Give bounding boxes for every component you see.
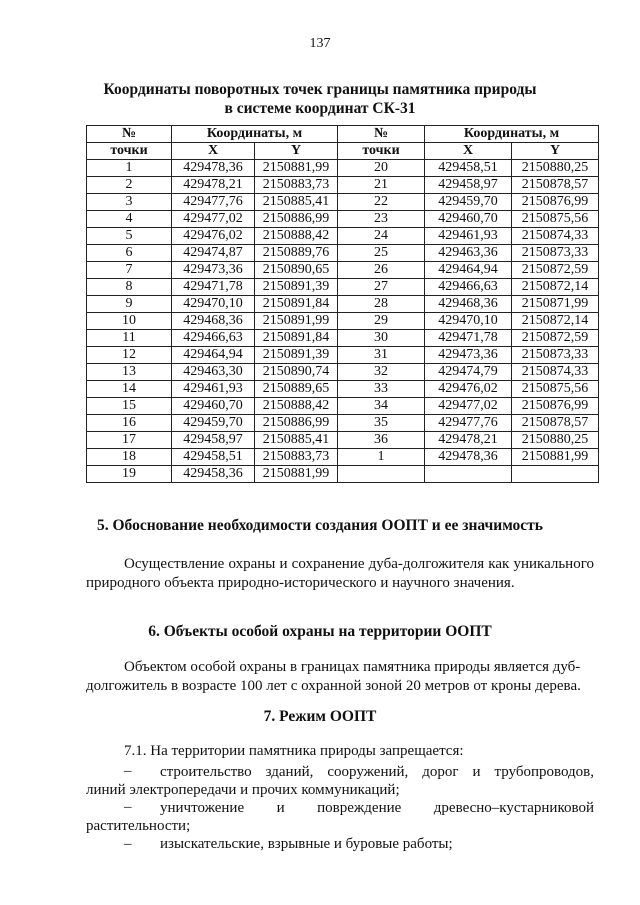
header-coords-left: Координаты, м: [172, 126, 338, 143]
x-coordinate-cell: 429476,02: [172, 228, 255, 245]
list-item-1-line-1: строительство зданий, сооружений, дорог и трубопроводов,: [160, 764, 594, 780]
table-row: [87, 364, 599, 381]
point-number-cell: 18: [87, 449, 172, 466]
point-number-cell: 11: [87, 330, 172, 347]
x-coordinate-cell: 429473,36: [425, 347, 512, 364]
y-coordinate-cell: 2150891,99: [255, 313, 338, 330]
x-coordinate-cell: 429458,51: [425, 160, 512, 177]
point-number-cell: 31: [338, 347, 425, 364]
point-number-cell: 14: [87, 381, 172, 398]
title-line-1: Координаты поворотных точек границы памятника природы: [103, 81, 537, 98]
header-points-left: точки: [87, 143, 172, 160]
point-number-cell: 3: [87, 194, 172, 211]
section-6-line-2: долгожитель в возрасте 100 лет с охранной зоной 20 метров от кроны дерева.: [86, 678, 581, 694]
x-coordinate-cell: 429477,76: [172, 194, 255, 211]
table-row: [87, 262, 599, 279]
list-item-1-line-2: линий электропередачи и прочих коммуникаций;: [86, 782, 400, 798]
table-row: [87, 279, 599, 296]
point-number-cell: 2: [87, 177, 172, 194]
coordinates-table-body: [87, 160, 599, 483]
x-coordinate-cell: 429463,30: [172, 364, 255, 381]
y-coordinate-cell: 2150883,73: [255, 177, 338, 194]
table-row: [87, 228, 599, 245]
point-number-cell: 9: [87, 296, 172, 313]
point-number-cell: 19: [87, 466, 172, 483]
table-row: [87, 330, 599, 347]
x-coordinate-cell: 429464,94: [425, 262, 512, 279]
y-coordinate-cell: 2150872,14: [512, 313, 599, 330]
y-coordinate-cell: 2150881,99: [255, 160, 338, 177]
table-row: [87, 160, 599, 177]
point-number-cell: 10: [87, 313, 172, 330]
header-num-left: №: [87, 126, 172, 143]
table-row: [87, 211, 599, 228]
y-coordinate-cell: 2150873,33: [512, 245, 599, 262]
y-coordinate-cell: 2150875,56: [512, 381, 599, 398]
table-title: [0, 80, 640, 118]
point-number-cell: 25: [338, 245, 425, 262]
y-coordinate-cell: 2150888,42: [255, 228, 338, 245]
point-number-cell: [338, 466, 425, 483]
x-coordinate-cell: 429468,36: [425, 296, 512, 313]
table-row: [87, 245, 599, 262]
y-coordinate-cell: 2150881,99: [512, 449, 599, 466]
y-coordinate-cell: 2150885,41: [255, 432, 338, 449]
table-row: [87, 194, 599, 211]
x-coordinate-cell: 429477,76: [425, 415, 512, 432]
point-number-cell: 29: [338, 313, 425, 330]
y-coordinate-cell: [512, 466, 599, 483]
point-number-cell: 32: [338, 364, 425, 381]
x-coordinate-cell: 429478,21: [172, 177, 255, 194]
y-coordinate-cell: 2150890,65: [255, 262, 338, 279]
header-x-right: X: [425, 143, 512, 160]
section-5-text: Осуществление охраны и сохранение дуба-долгожителя как уникального природного объекта природно-исторического и научного значения.: [86, 556, 594, 591]
table-row: [87, 347, 599, 364]
y-coordinate-cell: 2150889,76: [255, 245, 338, 262]
x-coordinate-cell: 429471,78: [425, 330, 512, 347]
section-6-heading: 6. Объекты особой охраны на территории ООПТ: [148, 623, 492, 640]
table-row: [87, 449, 599, 466]
point-number-cell: 27: [338, 279, 425, 296]
point-number-cell: 16: [87, 415, 172, 432]
point-number-cell: 22: [338, 194, 425, 211]
table-row: [87, 177, 599, 194]
list-dash-1: –: [124, 763, 132, 779]
x-coordinate-cell: 429478,36: [172, 160, 255, 177]
x-coordinate-cell: 429470,10: [172, 296, 255, 313]
point-number-cell: 24: [338, 228, 425, 245]
x-coordinate-cell: 429478,21: [425, 432, 512, 449]
table-row: [87, 313, 599, 330]
x-coordinate-cell: 429463,36: [425, 245, 512, 262]
y-coordinate-cell: 2150871,99: [512, 296, 599, 313]
point-number-cell: 17: [87, 432, 172, 449]
x-coordinate-cell: 429477,02: [425, 398, 512, 415]
y-coordinate-cell: 2150891,39: [255, 279, 338, 296]
point-number-cell: 33: [338, 381, 425, 398]
x-coordinate-cell: 429474,87: [172, 245, 255, 262]
point-number-cell: 4: [87, 211, 172, 228]
header-y-left: Y: [255, 143, 338, 160]
y-coordinate-cell: 2150883,73: [255, 449, 338, 466]
table-row: [87, 296, 599, 313]
table-row: [87, 432, 599, 449]
y-coordinate-cell: 2150874,33: [512, 228, 599, 245]
y-coordinate-cell: 2150878,57: [512, 177, 599, 194]
page-number: 137: [309, 36, 331, 51]
y-coordinate-cell: 2150885,41: [255, 194, 338, 211]
x-coordinate-cell: [425, 466, 512, 483]
point-number-cell: 28: [338, 296, 425, 313]
y-coordinate-cell: 2150876,99: [512, 194, 599, 211]
point-number-cell: 8: [87, 279, 172, 296]
y-coordinate-cell: 2150880,25: [512, 160, 599, 177]
y-coordinate-cell: 2150876,99: [512, 398, 599, 415]
x-coordinate-cell: 429459,70: [172, 415, 255, 432]
x-coordinate-cell: 429478,36: [425, 449, 512, 466]
header-num-right: №: [338, 126, 425, 143]
point-number-cell: 5: [87, 228, 172, 245]
y-coordinate-cell: 2150888,42: [255, 398, 338, 415]
point-number-cell: 15: [87, 398, 172, 415]
x-coordinate-cell: 429458,36: [172, 466, 255, 483]
point-number-cell: 21: [338, 177, 425, 194]
y-coordinate-cell: 2150872,14: [512, 279, 599, 296]
point-number-cell: 20: [338, 160, 425, 177]
y-coordinate-cell: 2150891,39: [255, 347, 338, 364]
point-number-cell: 6: [87, 245, 172, 262]
x-coordinate-cell: 429461,93: [172, 381, 255, 398]
y-coordinate-cell: 2150878,57: [512, 415, 599, 432]
x-coordinate-cell: 429459,70: [425, 194, 512, 211]
x-coordinate-cell: 429476,02: [425, 381, 512, 398]
point-number-cell: 1: [338, 449, 425, 466]
point-number-cell: 23: [338, 211, 425, 228]
list-dash-3: –: [124, 836, 132, 852]
y-coordinate-cell: 2150891,84: [255, 330, 338, 347]
point-number-cell: 34: [338, 398, 425, 415]
y-coordinate-cell: 2150891,84: [255, 296, 338, 313]
y-coordinate-cell: 2150874,33: [512, 364, 599, 381]
x-coordinate-cell: 429466,63: [172, 330, 255, 347]
point-number-cell: 1: [87, 160, 172, 177]
header-coords-right: Координаты, м: [425, 126, 599, 143]
y-coordinate-cell: 2150873,33: [512, 347, 599, 364]
section-6-line-1: Объектом особой охраны в границах памятника природы является дуб-: [124, 659, 581, 675]
list-item-2-line-1: уничтожение и повреждение древесно–кустарниковой: [160, 800, 594, 816]
section-7-intro: 7.1. На территории памятника природы запрещается:: [124, 743, 464, 759]
y-coordinate-cell: 2150872,59: [512, 262, 599, 279]
point-number-cell: 30: [338, 330, 425, 347]
x-coordinate-cell: 429460,70: [425, 211, 512, 228]
list-item-3: изыскательские, взрывные и буровые работы;: [160, 836, 453, 852]
x-coordinate-cell: 429461,93: [425, 228, 512, 245]
section-5-heading: 5. Обоснование необходимости создания ООПТ и ее значимость: [97, 517, 543, 534]
x-coordinate-cell: 429458,97: [425, 177, 512, 194]
list-item-2-line-2: растительности;: [86, 818, 191, 834]
point-number-cell: 13: [87, 364, 172, 381]
x-coordinate-cell: 429471,78: [172, 279, 255, 296]
y-coordinate-cell: 2150889,65: [255, 381, 338, 398]
point-number-cell: 12: [87, 347, 172, 364]
x-coordinate-cell: 429458,97: [172, 432, 255, 449]
table-row: [87, 381, 599, 398]
x-coordinate-cell: 429468,36: [172, 313, 255, 330]
x-coordinate-cell: 429473,36: [172, 262, 255, 279]
y-coordinate-cell: 2150886,99: [255, 415, 338, 432]
table-row: [87, 415, 599, 432]
y-coordinate-cell: 2150890,74: [255, 364, 338, 381]
x-coordinate-cell: 429458,51: [172, 449, 255, 466]
point-number-cell: 7: [87, 262, 172, 279]
table-row: [87, 398, 599, 415]
list-dash-2: –: [124, 799, 132, 815]
x-coordinate-cell: 429474,79: [425, 364, 512, 381]
y-coordinate-cell: 2150886,99: [255, 211, 338, 228]
x-coordinate-cell: 429464,94: [172, 347, 255, 364]
title-line-2: в системе координат СК-31: [224, 100, 416, 117]
x-coordinate-cell: 429466,63: [425, 279, 512, 296]
y-coordinate-cell: 2150872,59: [512, 330, 599, 347]
table-row: [87, 466, 599, 483]
x-coordinate-cell: 429460,70: [172, 398, 255, 415]
y-coordinate-cell: 2150881,99: [255, 466, 338, 483]
y-coordinate-cell: 2150875,56: [512, 211, 599, 228]
y-coordinate-cell: 2150880,25: [512, 432, 599, 449]
point-number-cell: 26: [338, 262, 425, 279]
x-coordinate-cell: 429477,02: [172, 211, 255, 228]
point-number-cell: 36: [338, 432, 425, 449]
header-x-left: X: [172, 143, 255, 160]
coordinates-table: [86, 125, 599, 483]
point-number-cell: 35: [338, 415, 425, 432]
header-y-right: Y: [512, 143, 599, 160]
section-7-heading: 7. Режим ООПТ: [263, 708, 377, 725]
x-coordinate-cell: 429470,10: [425, 313, 512, 330]
header-points-right: точки: [338, 143, 425, 160]
